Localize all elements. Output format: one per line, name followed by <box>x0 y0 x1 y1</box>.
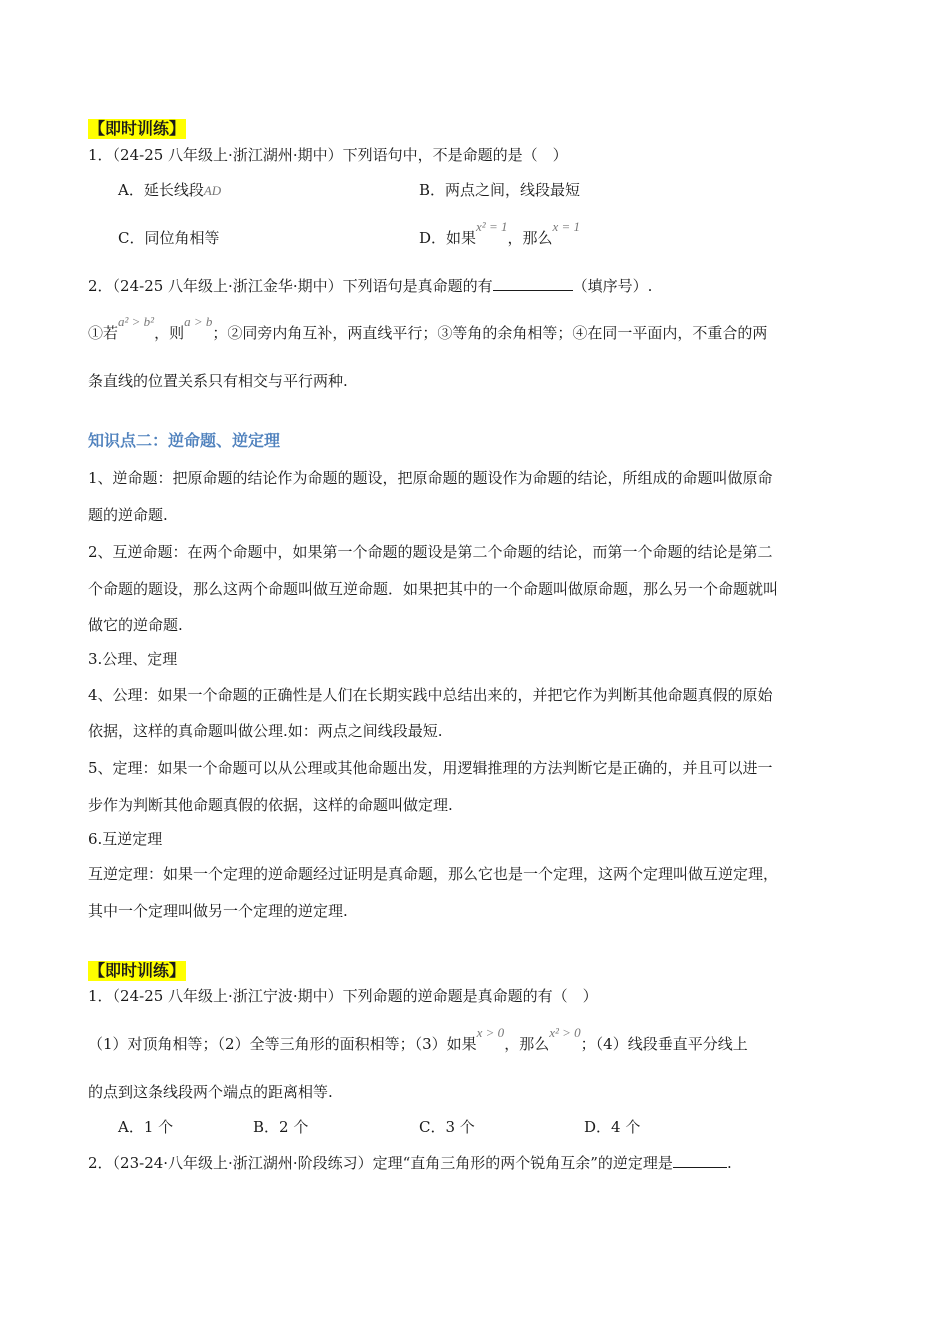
text: ；（4）线段垂直平分线上 <box>580 1035 748 1053</box>
paragraph-line: 2、互逆命题：在两个命题中，如果第一个命题的题设是第二个命题的结论，而第一个命题的结论是第二 <box>88 543 773 561</box>
option-d <box>419 219 581 249</box>
math-a-squared-gt-b-squared: a² > b² <box>118 314 155 329</box>
text: ，那么 <box>504 1035 550 1053</box>
paragraph-line: 做它的逆命题. <box>88 616 183 634</box>
question-number: 2． <box>88 277 113 295</box>
question-1 <box>88 145 568 165</box>
option-c: C．3 个 <box>419 1118 475 1136</box>
option-d-prefix: D．如果 <box>419 229 477 247</box>
question-1-line-1 <box>88 1025 748 1055</box>
question-stem: （23-24·八年级上·浙江湖州·阶段练习）定理“直角三角形的两个锐角互余”的逆定理是 <box>112 1154 673 1172</box>
answer-blank[interactable] <box>493 276 573 291</box>
math-x-gt-0: x > 0 <box>476 1025 505 1040</box>
math-x-squared-eq-1: x² = 1 <box>476 219 508 234</box>
option-d-mid: ，那么 <box>507 229 553 247</box>
paragraph-line: 个命题的题设，那么这两个命题叫做互逆命题．如果把其中的一个命题叫做原命题，那么另一个命题就叫 <box>88 580 779 598</box>
question-2 <box>88 276 652 296</box>
question-2-line-1 <box>88 314 768 344</box>
option-a <box>118 180 221 201</box>
answer-blank[interactable] <box>673 1153 727 1168</box>
option-b: B．两点之间，线段最短 <box>419 181 581 199</box>
option-a-text: A．延长线段 <box>118 181 204 199</box>
question-2-line-2: 条直线的位置关系只有相交与平行两种. <box>88 372 348 390</box>
paragraph-line: 6.互逆定理 <box>88 830 163 848</box>
paragraph-line: 4、公理：如果一个命题的正确性是人们在长期实践中总结出来的，并把它作为判断其他命题真假的原始 <box>88 686 773 704</box>
paragraph-line: 3.公理、定理 <box>88 650 178 668</box>
paragraph-line: 题的逆命题. <box>88 506 168 524</box>
question-stem-end: . <box>726 1154 732 1172</box>
paragraph-line: 依据，这样的真命题叫做公理.如：两点之间线段最短. <box>88 722 443 740</box>
text: ①若 <box>88 324 119 342</box>
question-number: 1． <box>88 146 113 164</box>
paragraph-line: 步作为判断其他命题真假的依据，这样的命题叫做定理. <box>88 796 453 814</box>
option-a: A．1 个 <box>118 1118 174 1136</box>
question-1 <box>88 986 598 1006</box>
math-segment-ad: AD <box>203 183 222 198</box>
option-d: D．4 个 <box>584 1118 641 1136</box>
practice-tag: 【即时训练】 <box>89 961 186 980</box>
text: ；②同旁内角互补，两直线平行；③等角的余角相等；④在同一平面内，不重合的两 <box>212 324 768 342</box>
math-x-eq-1: x = 1 <box>552 219 581 234</box>
question-number: 2． <box>88 1154 113 1172</box>
text: ，则 <box>154 324 185 342</box>
paragraph-line: 1、逆命题：把原命题的结论作为命题的题设，把原命题的题设作为命题的结论，所组成的命题叫做原命 <box>88 469 773 487</box>
question-stem-end: （填序号）. <box>572 277 653 295</box>
math-x-squared-gt-0: x² > 0 <box>549 1025 581 1040</box>
question-stem: （24-25 八年级上·浙江宁波·期中）下列命题的逆命题是真命题的有（ ） <box>112 987 598 1005</box>
text: （1）对顶角相等；（2）全等三角形的面积相等；（3）如果 <box>88 1035 477 1053</box>
practice-tag: 【即时训练】 <box>89 119 186 138</box>
question-stem: （24-25 八年级上·浙江金华·期中）下列语句是真命题的有 <box>112 277 493 295</box>
question-number: 1． <box>88 987 113 1005</box>
paragraph-line: 互逆定理：如果一个定理的逆命题经过证明是真命题，那么它也是一个定理，这两个定理叫做互逆定理， <box>88 865 779 883</box>
question-2 <box>88 1153 732 1173</box>
option-c: C．同位角相等 <box>118 229 220 247</box>
math-a-gt-b: a > b <box>184 314 213 329</box>
question-1-line-2: 的点到这条线段两个端点的距离相等. <box>88 1083 333 1101</box>
question-stem: （24-25 八年级上·浙江湖州·期中）下列语句中，不是命题的是（ ） <box>112 146 568 164</box>
option-b: B．2 个 <box>253 1118 309 1136</box>
section-heading: 知识点二：逆命题、逆定理 <box>88 431 281 450</box>
paragraph-line: 5、定理：如果一个命题可以从公理或其他命题出发，用逻辑推理的方法判断它是正确的，并且可以进一 <box>88 759 773 777</box>
paragraph-line: 其中一个定理叫做另一个定理的逆定理. <box>88 902 348 920</box>
